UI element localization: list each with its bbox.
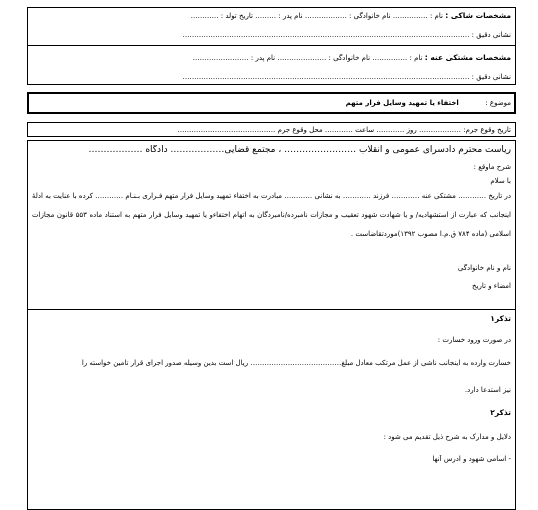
note2-title: تذکر۲ [490, 408, 511, 417]
subject-line [32, 99, 511, 107]
signature-sign: امضاء و تاریخ [472, 282, 511, 290]
defendant-section [27, 45, 516, 85]
defendant-line [32, 53, 511, 62]
note1-title: تذکر۱ [490, 314, 511, 323]
complainant-line [32, 11, 511, 20]
complainant-fields: نام : …………… نام خانوادگی : ……………… نام پدر : ……… تاریخ تولد : ………… [190, 12, 443, 20]
defendant-fields: نام : …………… نام خانوادگی : ………………… نام پدر : …………………… [192, 54, 423, 62]
complainant-address: نشانی دقیق : …………………………………………………………………………………………………………… [182, 31, 511, 39]
defendant-address: نشانی دقیق : …………………………………………………………………………………………………………… [182, 73, 511, 81]
complaint-form [27, 7, 516, 510]
subject-label: موضوع : [485, 99, 511, 107]
note1-line2: خسارت وارده به اینجانب ناشی از عمل مرتکب معادل مبلغ………………………………… ریال است بدین وسیله صدور اجرای قرار تأمین خواسته را [81, 359, 511, 367]
note1-line1: در صورت ورود خسارت : [437, 336, 511, 344]
greeting: با سلام [490, 177, 511, 185]
crime-info: تاریخ وقوع جرم: ……………… روز ………… ساعت ………… محل وقوع جرم …………………………………… [177, 126, 511, 134]
signature-name: نام و نام خانوادگی [457, 264, 511, 272]
crime-info-section [27, 122, 516, 137]
note2-line1: دلایل و مدارک به شرح ذیل تقدیم می شود : [383, 433, 511, 441]
body-heading: ریاست محترم دادسرای عمومی و انقلاب …………………… ، مجتمع قضایی……………… دادگاه ……………… [88, 145, 511, 155]
subject-value: اختفاء یا تمهید وسایل فرار متهم [345, 99, 459, 107]
description-label: شرح ماوقع : [473, 163, 511, 171]
note2-item1: - اسامی شهود و ادرس آنها [432, 455, 511, 463]
complaint-paragraph: در تاریخ ………… مشتکی عنه ………… فرزند ………… به نشانی ………… مبادرت به اختفاء تمهید وسایل فرار متهم فـراری بـنـام ………… کرده با عنایت به ادلهٔ اینجانب که عبارت از استشهادیه/ و یا شهادت شهود تعقیب و مجازات نامبرده/نامبردگان به اتهام اختفاءو یا تمهید وسایل فرار متهم به استناد ماده ۵۵۳ قانون مجازات اسلامی (ماده ۷۸۴ ق.م.ا مصوب ۱۳۹۲)موردتقاضاست . [32, 192, 511, 238]
complainant-section [27, 7, 516, 45]
note1-line3: نیز استدعا دارد. [464, 386, 511, 394]
notes-section [27, 310, 516, 510]
body-section [27, 140, 516, 310]
complainant-label: مشخصات شاکی : [445, 11, 511, 20]
subject-section [27, 92, 516, 114]
defendant-label: مشخصات مشتکی عنه : [424, 53, 511, 62]
